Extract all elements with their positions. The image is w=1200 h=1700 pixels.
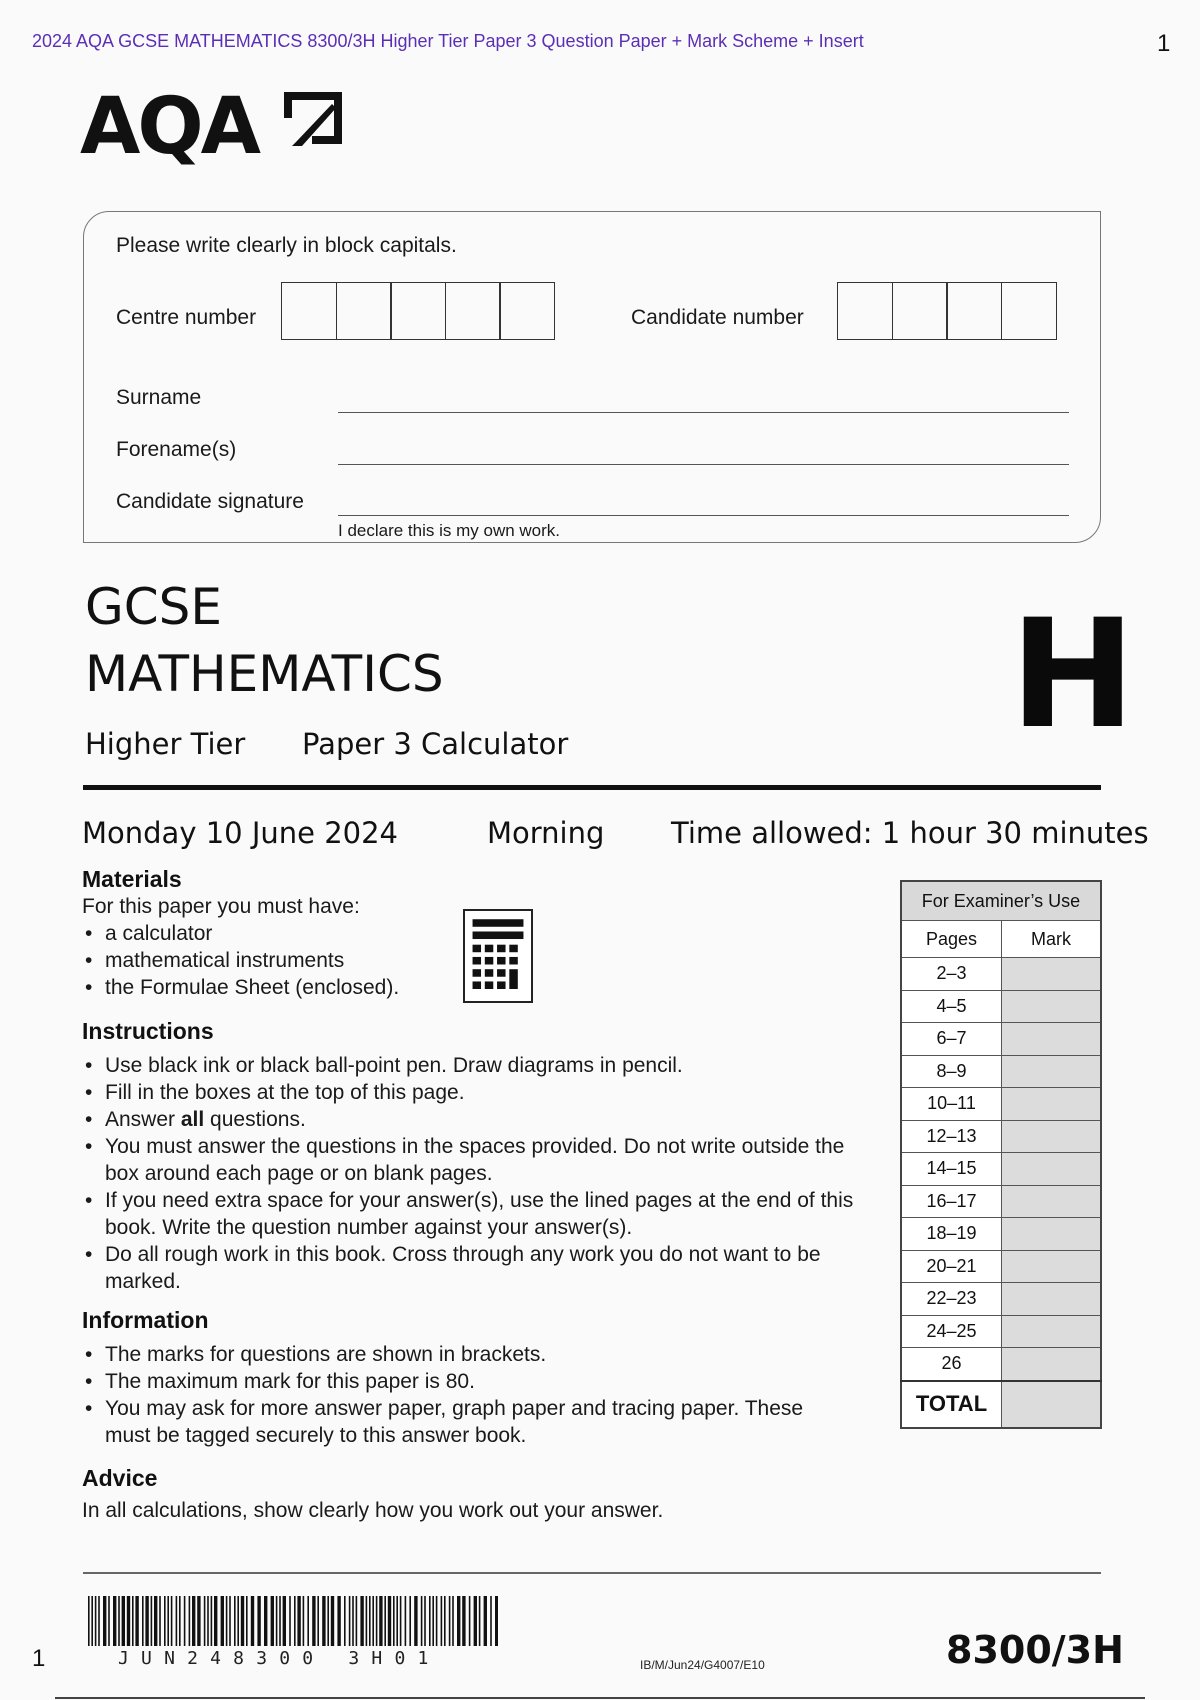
pages-cell: 18–19: [901, 1218, 1002, 1251]
mark-cell: [1002, 958, 1102, 991]
mark-cell: [1002, 1055, 1102, 1088]
list-item: • mathematical instruments: [105, 947, 505, 974]
candidate-digit-box[interactable]: [892, 282, 948, 340]
pages-cell: 10–11: [901, 1088, 1002, 1121]
pages-cell: 6–7: [901, 1023, 1002, 1056]
block-capitals-instruction: Please write clearly in block capitals.: [116, 234, 457, 257]
centre-digit-box[interactable]: [499, 282, 555, 340]
mark-cell: [1002, 1120, 1102, 1153]
pages-cell: 2–3: [901, 958, 1002, 991]
centre-number-label: Centre number: [116, 306, 257, 329]
mark-cell: [1002, 1153, 1102, 1186]
mark-cell: [1002, 990, 1102, 1023]
footer-line: [55, 1697, 1145, 1699]
materials-heading: Materials: [82, 866, 182, 892]
centre-digit-box[interactable]: [390, 282, 446, 340]
centre-number-field[interactable]: [281, 282, 554, 340]
forenames-label: Forename(s): [116, 438, 237, 461]
mark-cell: [1002, 1315, 1102, 1348]
table-row: [901, 990, 1101, 1023]
pages-cell: 12–13: [901, 1120, 1002, 1153]
logo-text: AQA: [80, 82, 259, 172]
mark-cell: [1002, 1250, 1102, 1283]
subject-title: MATHEMATICS: [85, 645, 444, 703]
instructions-heading: Instructions: [82, 1018, 214, 1044]
document-title-link[interactable]: 2024 AQA GCSE MATHEMATICS 8300/3H Higher Tier Paper 3 Question Paper + Mark Scheme + Insert: [32, 31, 864, 51]
mark-cell: [1002, 1283, 1102, 1316]
materials-intro: For this paper you must have:: [82, 895, 360, 918]
barcode-text: JUN248300 3H01: [118, 1648, 441, 1669]
surname-line[interactable]: [338, 412, 1069, 413]
paper-label: Paper 3 Calculator: [302, 727, 569, 761]
aqa-logo: [80, 82, 350, 188]
table-row: [901, 1315, 1101, 1348]
pages-cell: 20–21: [901, 1250, 1002, 1283]
table-row: [901, 1218, 1101, 1251]
surname-label: Surname: [116, 386, 202, 409]
pages-cell: 14–15: [901, 1153, 1002, 1186]
table-row: [901, 1250, 1101, 1283]
pages-cell: 8–9: [901, 1055, 1002, 1088]
signature-label: Candidate signature: [116, 490, 304, 513]
declaration-text: I declare this is my own work.: [338, 521, 561, 540]
list-item: • The marks for questions are shown in brackets.: [105, 1341, 845, 1368]
time-allowed: Time allowed: 1 hour 30 minutes: [671, 816, 1149, 850]
calculator-icon: [463, 909, 533, 1003]
total-row: [901, 1381, 1101, 1428]
qualification-title: GCSE: [85, 578, 222, 636]
emphasis-all: all: [180, 1108, 205, 1131]
exam-session: Morning: [487, 816, 605, 850]
mark-cell: [1002, 1348, 1102, 1381]
mark-cell: [1002, 1218, 1102, 1251]
instructions-list: [82, 1052, 875, 1295]
list-item: • Use black ink or black ball-point pen. Draw diagrams in pencil.: [105, 1052, 875, 1079]
signature-line[interactable]: [338, 515, 1069, 516]
paper-code: 8300/3H: [946, 1628, 1124, 1672]
candidate-number-label: Candidate number: [631, 306, 804, 329]
candidate-number-field[interactable]: [837, 282, 1055, 340]
list-item: • If you need extra space for your answer(s), use the lined pages at the end of this book. Write the question number against your answer(s).: [105, 1187, 875, 1241]
centre-digit-box[interactable]: [445, 282, 501, 340]
total-mark-cell: [1002, 1381, 1102, 1428]
list-item: • You may ask for more answer paper, graph paper and tracing paper. These must be tagged securely to this answer book.: [105, 1395, 845, 1449]
page-number-bottom: 1: [32, 1645, 46, 1672]
logo-mark-icon: [282, 92, 342, 148]
table-row: [901, 1023, 1101, 1056]
list-item: • Do all rough work in this book. Cross through any work you do not want to be marked.: [105, 1241, 875, 1295]
tier-letter: H: [1010, 588, 1136, 762]
candidate-digit-box[interactable]: [946, 282, 1002, 340]
pages-cell: 16–17: [901, 1185, 1002, 1218]
list-item: • the Formulae Sheet (enclosed).: [105, 974, 505, 1001]
total-label: TOTAL: [901, 1381, 1002, 1428]
list-item: • a calculator: [105, 920, 505, 947]
list-item-text: Answer: [105, 1108, 181, 1131]
pages-column-header: Pages: [901, 921, 1002, 958]
table-row: [901, 1120, 1101, 1153]
centre-digit-box[interactable]: [281, 282, 337, 340]
centre-digit-box[interactable]: [336, 282, 392, 340]
tier-label: Higher Tier: [85, 727, 246, 761]
advice-heading: Advice: [82, 1465, 158, 1491]
exam-date: Monday 10 June 2024: [82, 816, 398, 850]
pages-cell: 22–23: [901, 1283, 1002, 1316]
section-divider: [83, 785, 1101, 790]
table-row: [901, 1055, 1101, 1088]
table-row: [901, 1153, 1101, 1186]
pages-cell: 26: [901, 1348, 1002, 1381]
table-row: [901, 1348, 1101, 1381]
table-row: [901, 1283, 1101, 1316]
materials-list: [82, 920, 505, 1001]
forenames-line[interactable]: [338, 464, 1069, 465]
page-number: 1: [1157, 30, 1171, 57]
list-item: • Fill in the boxes at the top of this page.: [105, 1079, 875, 1106]
information-heading: Information: [82, 1307, 209, 1333]
examiner-use-table: [900, 880, 1102, 1429]
pages-cell: 24–25: [901, 1315, 1002, 1348]
table-row: [901, 958, 1101, 991]
information-list: [82, 1341, 845, 1449]
mark-cell: [1002, 1023, 1102, 1056]
reference-code: IB/M/Jun24/G4007/E10: [640, 1658, 765, 1672]
mark-cell: [1002, 1088, 1102, 1121]
advice-text: In all calculations, show clearly how you work out your answer.: [82, 1499, 664, 1522]
table-row: [901, 1185, 1101, 1218]
mark-column-header: Mark: [1002, 921, 1102, 958]
list-item: • You must answer the questions in the spaces provided. Do not write outside the box around each page or on blank pages.: [105, 1133, 875, 1187]
footer-divider: [83, 1572, 1101, 1574]
list-item: • Answer all questions.: [105, 1106, 875, 1133]
pages-cell: 4–5: [901, 990, 1002, 1023]
mark-cell: [1002, 1185, 1102, 1218]
barcode: [88, 1596, 498, 1651]
list-item: • The maximum mark for this paper is 80.: [105, 1368, 845, 1395]
examiner-table-heading: For Examiner’s Use: [901, 881, 1101, 921]
candidate-digit-box[interactable]: [1001, 282, 1057, 340]
candidate-digit-box[interactable]: [837, 282, 893, 340]
table-row: [901, 1088, 1101, 1121]
